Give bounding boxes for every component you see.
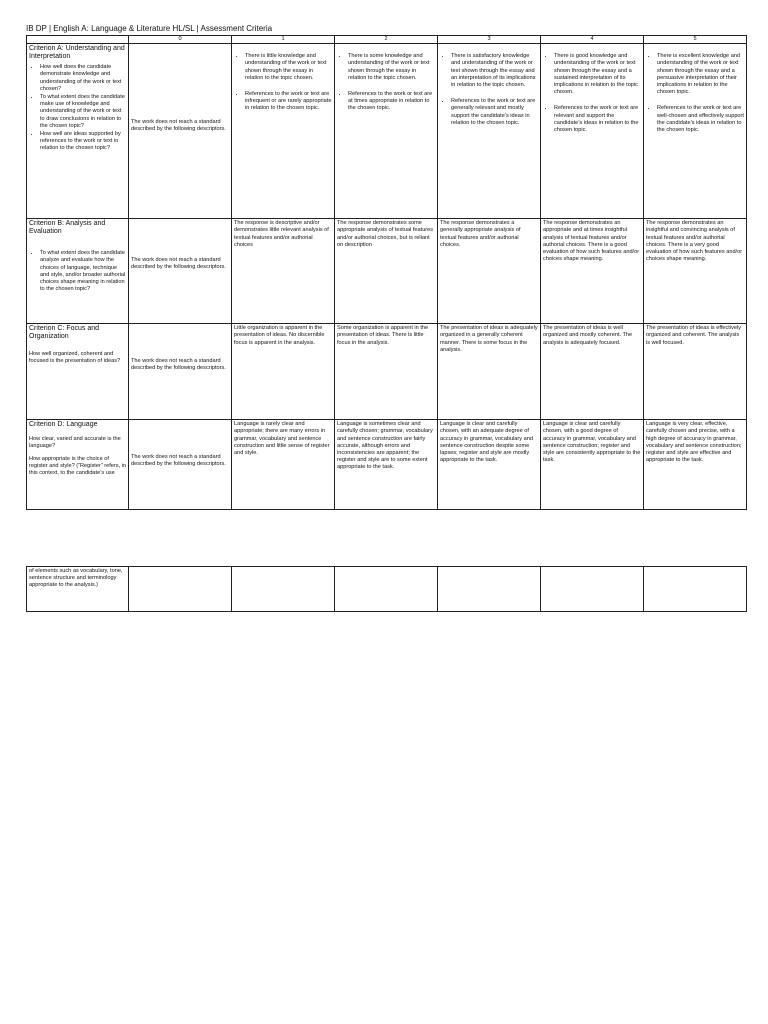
criterion-a-level-3: [438, 44, 541, 219]
criterion-a-level-2: [335, 44, 438, 219]
question: • How well are ideas supported by references to the work or text in relation to the chosen topic?: [40, 131, 126, 153]
criterion-b-row: [27, 219, 747, 324]
header-cell-level-3: 3: [438, 36, 541, 44]
criterion-d-level-0: [129, 420, 232, 510]
criterion-c-cell: [27, 324, 129, 420]
descriptor: • References to the work or text are relevant and support the candidate’s ideas in relation to the chosen topic.: [554, 105, 641, 134]
criterion-d-level-4: Language is clear and carefully chosen, with a good degree of accuracy in grammar, vocabulary and sentence construction; register and style are consistently appropriate to the task.: [541, 420, 644, 510]
criterion-a-level-1: [232, 44, 335, 219]
criterion-d-level-5: Language is very clear, effective, carefully chosen and precise, with a high degree of accuracy in grammar, vocabulary and sentence construction; register and style are effective and appropriate to the task.: [644, 420, 747, 510]
descriptor: • There is satisfactory knowledge and understanding of the work or text shown through the essay and an interpretation of its implications in relation to the topic chosen.: [451, 53, 538, 89]
descriptor: • References to the work or text are generally relevant and mostly support the candidate’s ideas in relation to the chosen topic.: [451, 98, 538, 127]
empty-cell: [644, 567, 747, 612]
level-0-descriptor: The work does not reach a standard described by the following descriptors.: [131, 454, 226, 468]
question: How well organized, coherent and focused is the presentation of ideas?: [29, 351, 121, 365]
empty-cell: [541, 567, 644, 612]
question: How clear, varied and accurate is the language?: [29, 436, 121, 450]
criterion-a-row: [27, 44, 747, 219]
criterion-d-level-3: Language is clear and carefully chosen, with an adequate degree of accuracy in grammar, vocabulary and sentence construction despite some lapses; register and style are mostly appropriate to the task.: [438, 420, 541, 510]
header-cell-level-0: 0: [129, 36, 232, 44]
criterion-c-title: Criterion C: Focus and Organization: [29, 325, 100, 341]
criterion-d-cell: [27, 420, 129, 510]
criterion-a-level-4: [541, 44, 644, 219]
level-0-descriptor: The work does not reach a standard described by the following descriptors.: [131, 257, 226, 271]
empty-cell: [335, 567, 438, 612]
question: How appropriate is the choice of register and style? (“Register” refers, in this context, to the candidate’s use: [29, 455, 126, 477]
descriptor: • There is excellent knowledge and understanding of the work or text shown through the essay and a persuasive interpretation of their implications in relation to the chosen topic.: [657, 53, 744, 96]
descriptor: • There is little knowledge and understanding of the work or text shown through the essay in relation to the topic chosen.: [245, 53, 332, 82]
criterion-b-cell: [27, 219, 129, 324]
criterion-c-level-5: The presentation of ideas is effectively organized and coherent. The analysis is well focused.: [644, 324, 747, 420]
assessment-criteria-table: [26, 35, 747, 510]
question: • How well does the candidate demonstrate knowledge and understanding of the work or text chosen?: [40, 64, 126, 93]
level-header-row: [27, 36, 747, 44]
criterion-b-questions: [29, 250, 126, 293]
empty-cell: [232, 567, 335, 612]
criterion-c-level-3: The presentation of ideas is adequately organized in a generally coherent manner. There is some focus in the analysis.: [438, 324, 541, 420]
level-0-descriptor: The work does not reach a standard described by the following descriptors.: [131, 358, 226, 372]
criterion-c-level-2: Some organization is apparent in the presentation of ideas. There is little focus in the analysis.: [335, 324, 438, 420]
criterion-a-level-0: [129, 44, 232, 219]
descriptor: • References to the work or text are infrequent or are rarely appropriate in relation to the chosen topic.: [245, 91, 332, 113]
descriptor: • There is good knowledge and understanding of the work or text shown through the essay and a sustained interpretation of its implications in relation to the topic chosen.: [554, 53, 641, 96]
criterion-a-questions: [29, 64, 126, 152]
criterion-c-row: [27, 324, 747, 420]
descriptor: • References to the work or text are well-chosen and effectively support the candidate’s ideas in relation to the chosen topic.: [657, 105, 744, 134]
continuation-table: [26, 566, 747, 612]
criterion-b-title: Criterion B: Analysis and Evaluation: [29, 220, 106, 236]
criterion-b-level-1: The response is descriptive and/or demonstrates little relevant analysis of textual features and/or authorial choices: [232, 219, 335, 324]
criterion-d-title: Criterion D: Language: [29, 421, 98, 429]
empty-cell: [438, 567, 541, 612]
criterion-c-level-4: The presentation of ideas is well organized and mostly coherent. The analysis is adequately focused.: [541, 324, 644, 420]
criterion-b-level-4: The response demonstrates an appropriate and at times insightful analysis of textual features and/or authorial choices. There is a good evaluation of how such features and/or choices shape meaning.: [541, 219, 644, 324]
header-cell-level-2: 2: [335, 36, 438, 44]
level-0-descriptor: The work does not reach a standard described by the following descriptors.: [131, 119, 226, 133]
header-cell-level-4: 4: [541, 36, 644, 44]
criterion-c-level-0: [129, 324, 232, 420]
criterion-d-level-1: Language is rarely clear and appropriate; there are many errors in grammar, vocabulary and sentence construction and little sense of register and style.: [232, 420, 335, 510]
header-cell-level-5: 5: [644, 36, 747, 44]
empty-cell: [129, 567, 232, 612]
criterion-b-level-5: The response demonstrates an insightful and convincing analysis of textual features and/or authorial choices. There is a very good evaluation of how such features and/or choices shape meaning.: [644, 219, 747, 324]
criterion-b-level-0: [129, 219, 232, 324]
question: • To what extent does the candidate make use of knowledge and understanding of the work or text to draw conclusions in relation to the chosen topic?: [40, 94, 126, 130]
criterion-a-level-5: [644, 44, 747, 219]
criterion-a-title: Criterion A: Understanding and Interpretation: [29, 45, 125, 61]
criterion-c-level-1: Little organization is apparent in the presentation of ideas. No discernible focus is apparent in the analysis.: [232, 324, 335, 420]
criterion-d-continuation-cell: of elements such as vocabulary, tone, sentence structure and terminology appropriate to the analysis.): [27, 567, 129, 612]
descriptor: • References to the work or text are at times appropriate in relation to the chosen topic.: [348, 91, 435, 113]
criterion-b-level-3: The response demonstrates a generally appropriate analysis of textual features and/or authorial choices.: [438, 219, 541, 324]
criterion-a-cell: [27, 44, 129, 219]
question: • To what extent does the candidate analyze and evaluate how the choices of language, technique and style, and/or broader authorial choices shape meaning in relation to the chosen topic?: [40, 250, 126, 293]
criterion-b-level-2: The response demonstrates some appropriate analysis of textual features and/or authorial choices, but is reliant on description: [335, 219, 438, 324]
criterion-d-continuation-row: [27, 567, 747, 612]
descriptor: • There is some knowledge and understanding of the work or text shown through the essay in relation to the topic chosen.: [348, 53, 435, 82]
document-header: IB DP | English A: Language & Literature HL/SL | Assessment Criteria: [26, 24, 273, 33]
header-cell-criterion: [27, 36, 129, 44]
criterion-d-row: [27, 420, 747, 510]
criterion-d-level-2: Language is sometimes clear and carefully chosen; grammar, vocabulary and sentence construction are fairly accurate, although errors and inconsistencies are apparent; the register and style are to some extent appropriate to the task.: [335, 420, 438, 510]
header-cell-level-1: 1: [232, 36, 335, 44]
